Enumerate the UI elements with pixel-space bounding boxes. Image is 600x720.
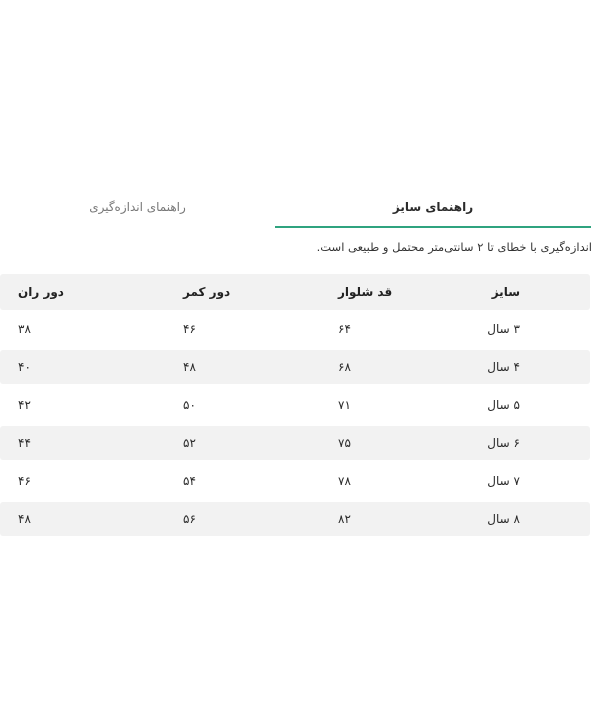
cell-length: ۷۸ bbox=[338, 474, 351, 488]
table-row bbox=[0, 350, 590, 384]
cell-length: ۶۸ bbox=[338, 360, 351, 374]
measurement-note: اندازه‌گیری با خطای تا ۲ سانتی‌متر محتمل و طبیعی است. bbox=[316, 240, 592, 254]
cell-size: ۸ سال bbox=[487, 512, 520, 526]
cell-length: ۷۵ bbox=[338, 436, 351, 450]
cell-length: ۸۲ bbox=[338, 512, 351, 526]
cell-thigh: ۴۸ bbox=[18, 512, 31, 526]
cell-size: ۷ سال bbox=[487, 474, 520, 488]
cell-waist: ۵۰ bbox=[183, 398, 196, 412]
cell-thigh: ۴۶ bbox=[18, 474, 31, 488]
cell-size: ۴ سال bbox=[487, 360, 520, 374]
header-thigh: دور ران bbox=[18, 285, 64, 299]
tab-bar bbox=[0, 188, 600, 228]
tab-size-guide[interactable]: راهنمای سایز bbox=[275, 188, 591, 228]
size-table bbox=[0, 274, 590, 540]
cell-thigh: ۴۰ bbox=[18, 360, 31, 374]
cell-size: ۳ سال bbox=[487, 322, 520, 336]
cell-waist: ۴۸ bbox=[183, 360, 196, 374]
header-length: قد شلوار bbox=[338, 285, 393, 299]
table-row bbox=[0, 388, 590, 422]
cell-size: ۵ سال bbox=[487, 398, 520, 412]
cell-waist: ۵۴ bbox=[183, 474, 196, 488]
cell-length: ۶۴ bbox=[338, 322, 351, 336]
tab-measurement-guide[interactable]: راهنمای اندازه‌گیری bbox=[89, 200, 186, 214]
cell-thigh: ۳۸ bbox=[18, 322, 31, 336]
table-row bbox=[0, 502, 590, 536]
cell-size: ۶ سال bbox=[487, 436, 520, 450]
cell-waist: ۵۲ bbox=[183, 436, 196, 450]
cell-waist: ۴۶ bbox=[183, 322, 196, 336]
table-row bbox=[0, 312, 590, 346]
header-waist: دور کمر bbox=[183, 285, 231, 299]
header-size: سایز bbox=[491, 285, 520, 299]
table-row bbox=[0, 464, 590, 498]
cell-waist: ۵۶ bbox=[183, 512, 196, 526]
table-row bbox=[0, 426, 590, 460]
cell-thigh: ۴۴ bbox=[18, 436, 31, 450]
table-header-row bbox=[0, 274, 590, 310]
cell-thigh: ۴۲ bbox=[18, 398, 31, 412]
cell-length: ۷۱ bbox=[338, 398, 351, 412]
